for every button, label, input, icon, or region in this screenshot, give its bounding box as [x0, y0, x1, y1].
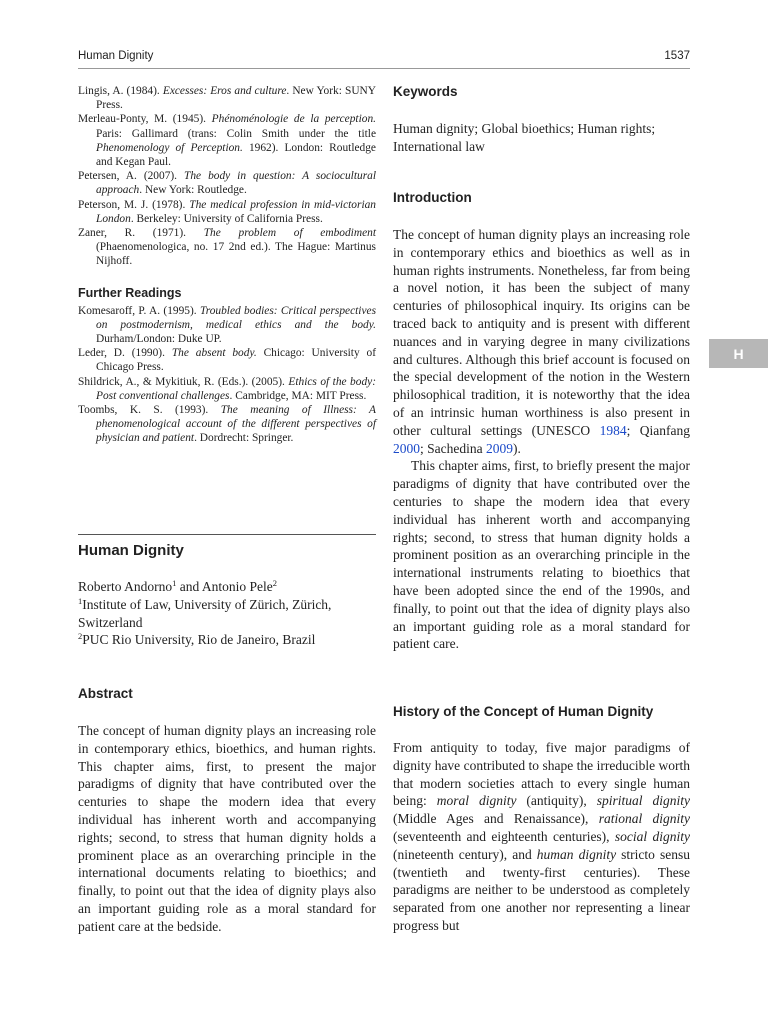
history-heading: History of the Concept of Human Dignity [393, 704, 654, 719]
author-line: Roberto Andorno$^1$ and Antonio Pele$^2$ [78, 578, 277, 594]
citation-link[interactable]: 1984 [599, 422, 627, 438]
keywords-text: Human dignity; Global bioethics; Human rights; International law [393, 121, 656, 154]
further-readings-heading: Further Readings [78, 285, 182, 300]
reference-item: Zaner, R. (1971). The problem of embodiment (Phaenomenologica, no. 17 2nd ed.). The Hague: Martinus Nijhoff. [78, 227, 376, 268]
entry-separator-rule [78, 534, 376, 535]
page-number: 1537 [664, 50, 690, 62]
left-column [78, 84, 376, 446]
introduction-body [393, 226, 690, 653]
reference-item: Lingis, A. (1984). Excesses: Eros and culture. New York: SUNY Press. [78, 85, 376, 112]
further-reading-item: Komesaroff, P. A. (1995). Troubled bodies: Critical perspectives on postmodernism, medical ethics and the body. Durham/London: Duke UP. [78, 304, 377, 346]
introduction-paragraph: The concept of human dignity plays an increasing role in contemporary ethics and bioethics as well as in human rights instruments. Nonetheless, far from being a novel notion, it has been the subject of many centuries of philosophical inquiry. Its origins can be traced back to antiquity and is present with different nuances and in varying degree in many civilizations and cultures. Although this brief account is focused on the special development of the notion in the Western philosophical tradition, it is noteworthy that the idea of an intrinsic human worthiness is also present in other cultural settings (UNESCO 1984; Qianfang 2000; Sachedina 2009). [393, 227, 690, 456]
further-reading-item: Leder, D. (1990). The absent body. Chicago: University of Chicago Press. [78, 347, 376, 374]
reference-item: Merleau-Ponty, M. (1945). Phénoménologie de la perception. Paris: Gallimard (trans: Colin Smith under the title Phenomenology of Perception. 1962). London: Routledge and Kegan Paul. [78, 113, 377, 169]
abstract-heading: Abstract [78, 686, 133, 701]
further-reading-item: Shildrick, A., & Mykitiuk, R. (Eds.). (2005). Ethics of the body: Post conventional challenges. Cambridge, MA: MIT Press. [78, 375, 376, 402]
citation-link[interactable]: 2000 [393, 440, 420, 456]
affiliation-2: $^2$PUC Rio University, Rio de Janeiro, Brazil [78, 631, 316, 648]
keywords-heading: Keywords [393, 84, 458, 99]
citation-link[interactable]: 2009 [485, 440, 513, 456]
reference-item: Petersen, A. (2007). The body in question: A sociocultural approach. New York: Routledge. [78, 170, 376, 197]
further-reading-item: Toombs, K. S. (1993). The meaning of Illness: A phenomenological account of the different perspectives of physician and patient. Dordrecht: Springer. [78, 404, 376, 445]
entry-title: Human Dignity [78, 542, 184, 559]
authors-block [78, 578, 376, 649]
header-rule [78, 68, 690, 69]
affiliation-1: $^1$Institute of Law, University of Zürich, Zürich, Switzerland [78, 595, 332, 630]
introduction-paragraph: This chapter aims, first, to briefly present the major paradigms of dignity that have contributed over the centuries to shape the modern idea that every individual has inherent worth and accompanying rights; second, to stress that human dignity holds a prominent position as an overarching principle in the international instruments relating to bioethics that have been adopted since the end of the 1990s, and finally, to point out that the idea of dignity plays also an important guiding role as a moral standard for patient care. [393, 458, 690, 652]
running-header-title: Human Dignity [78, 50, 154, 62]
section-thumb-tab: H [709, 339, 768, 368]
introduction-heading: Introduction [393, 190, 472, 205]
history-paragraph: From antiquity to today, five major paradigms of dignity have contributed to shape the irreducible worth that modern societies attach to every single human being: moral dignity (antiquity), spiritual dignity (Middle Ages and Renaissance), rational dignity (seventeenth and eighteenth centuries), social dignity (nineteenth century), and human dignity stricto sensu (twentieth and twenty-first centuries). These paradigms are neither to be understood as completely separated from one another nor representing a linear progress but [393, 740, 691, 933]
abstract-text: The concept of human dignity plays an increasing role in contemporary ethics, bioethics, and human rights. This chapter aims, first, to present the major paradigms of dignity that have contributed over the centuries to shape the modern idea that every individual has inherent worth and accompanying rights; second, to stress that human dignity holds a prominent place as an overarching principle in the international documents relating to bioethics; and finally, to point out that the idea of dignity plays also an important guiding role as a moral standard for patient care at the bedside. [78, 723, 376, 934]
reference-item: Peterson, M. J. (1978). The medical profession in mid-victorian London. Berkeley: University of California Press. [78, 198, 376, 225]
